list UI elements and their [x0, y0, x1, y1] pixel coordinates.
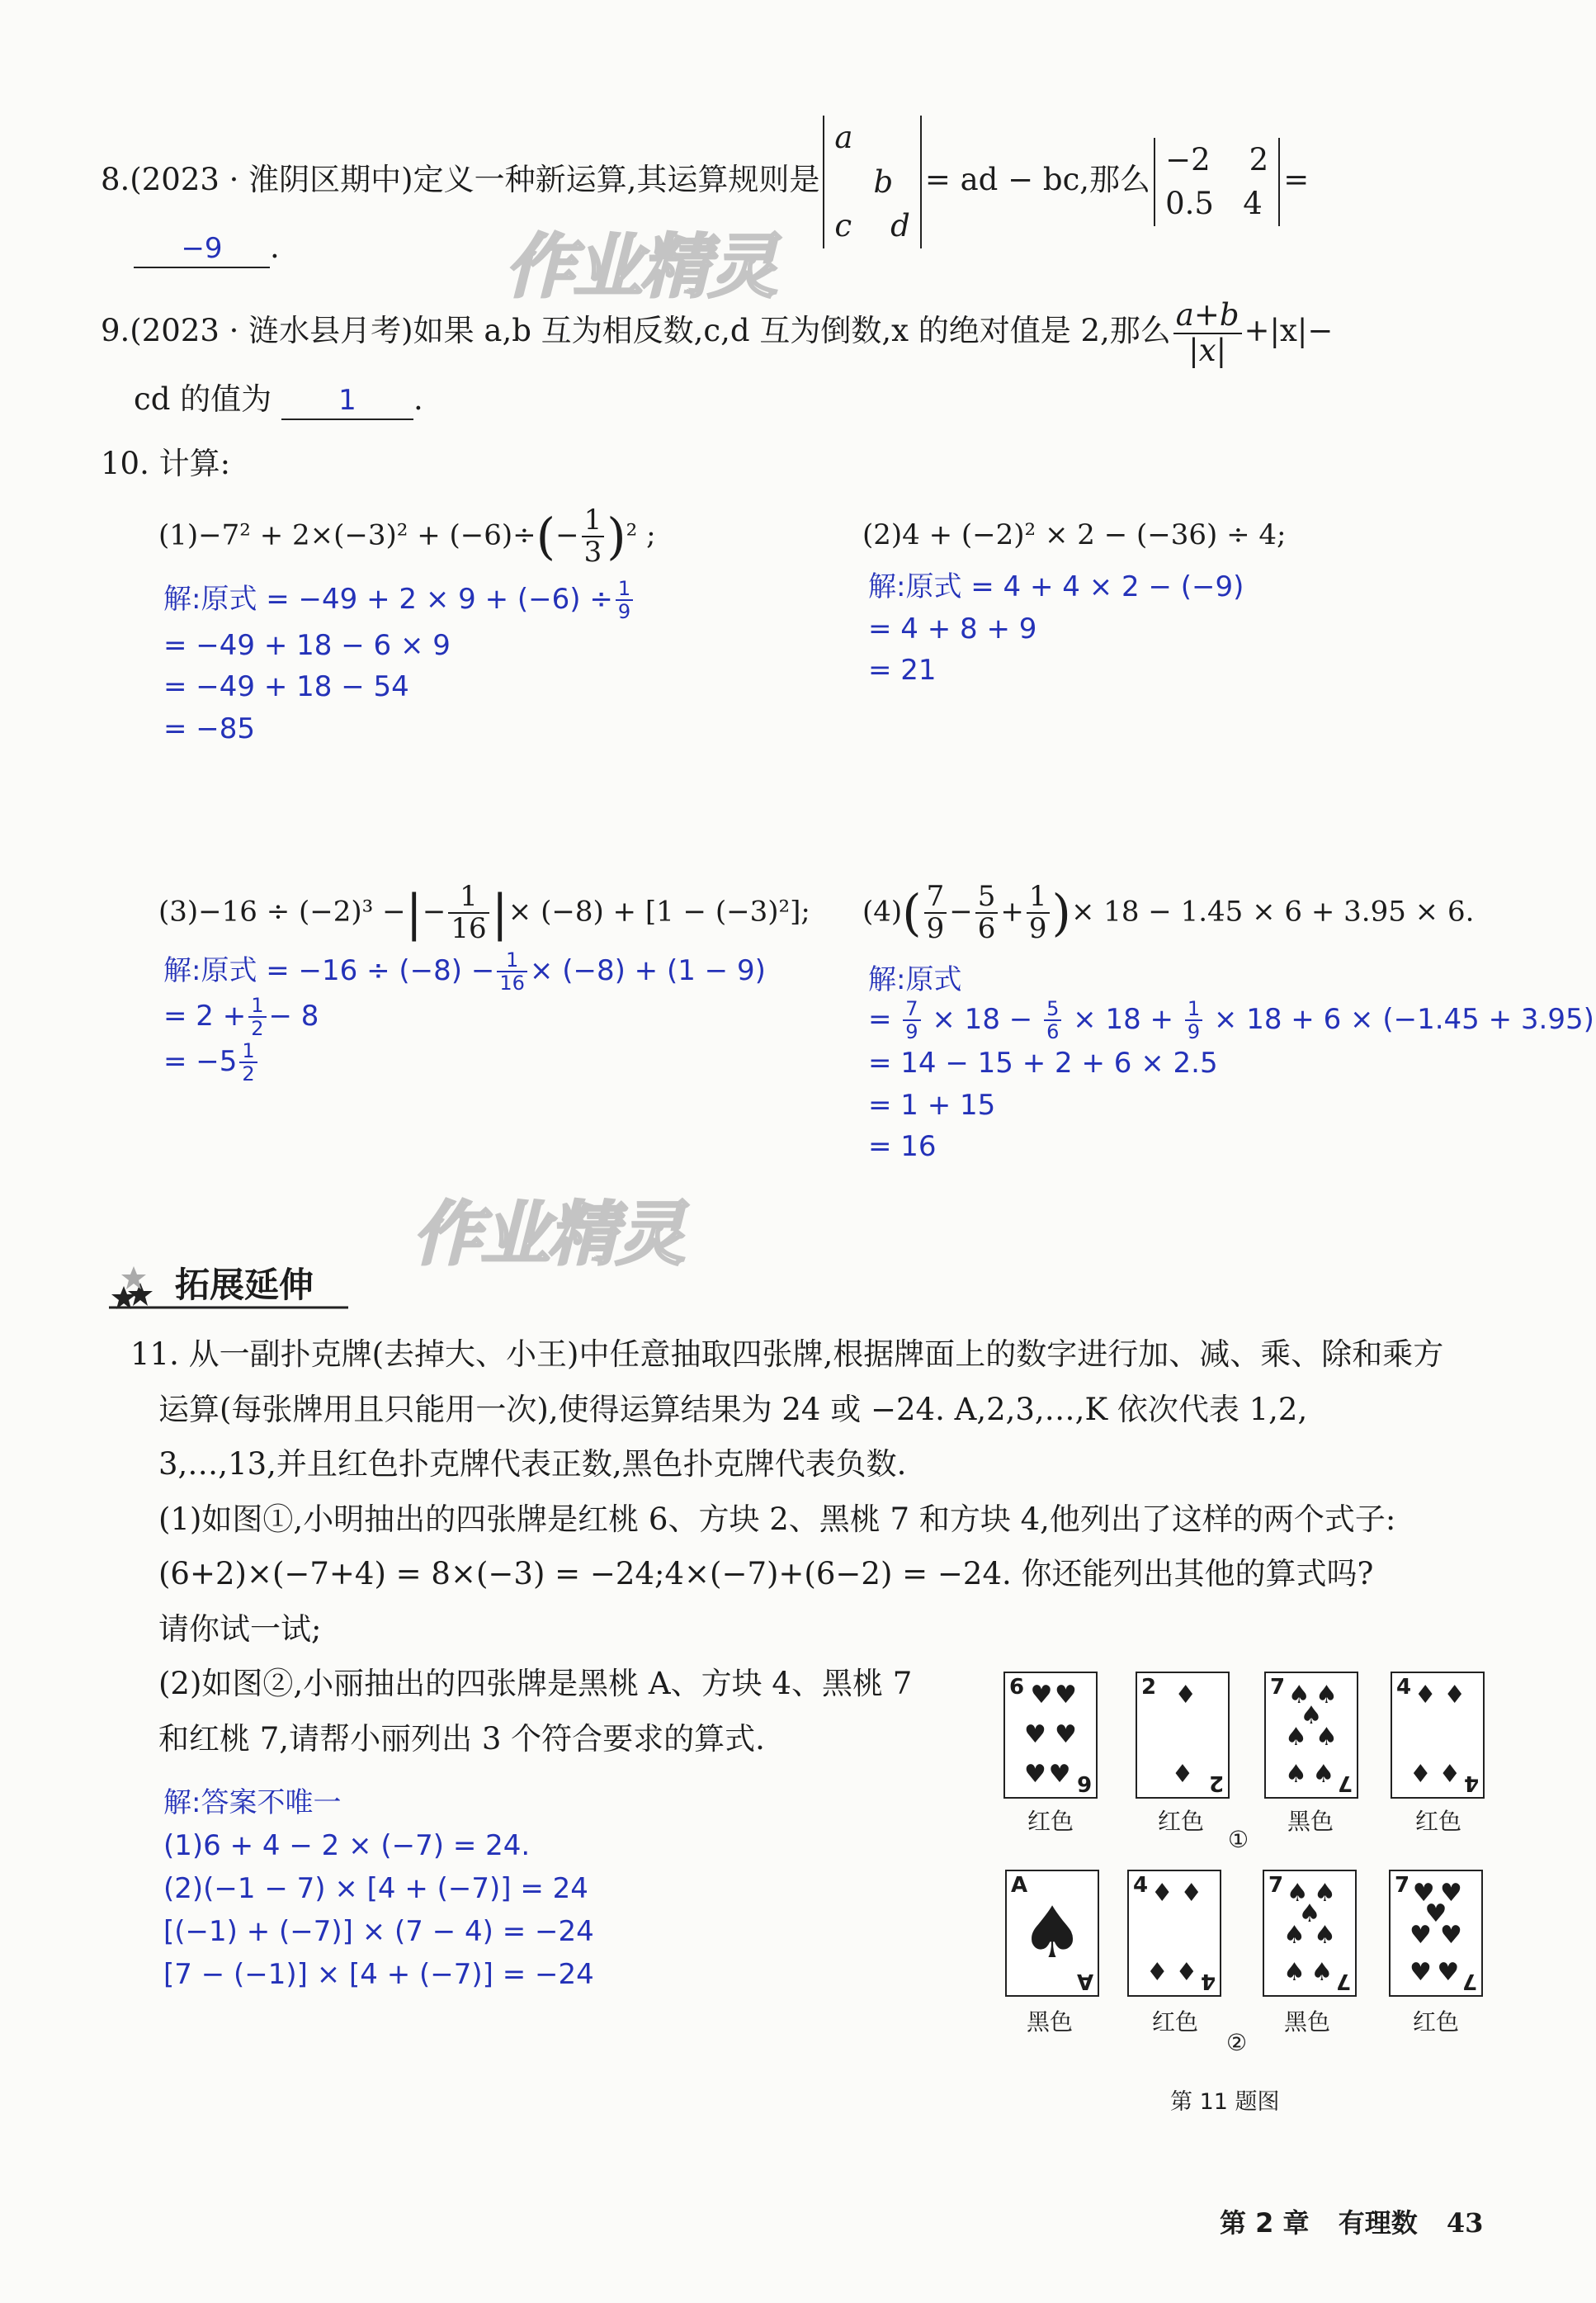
diamond-icon: ♦	[1438, 1759, 1461, 1789]
q10-part4: (4)( $\frac{7}{9}$ − $\frac{5}{6}$ + $\frac{1}{9}$ )× 18 − 1.45 × 6 + 3.95 × 6.	[862, 880, 1475, 946]
diamond-icon: ♦	[1145, 1957, 1169, 1987]
card-color-label: 黑色	[1027, 2008, 1074, 2036]
q9-answer: 1	[281, 383, 413, 420]
spade-icon: ♠	[1298, 1899, 1321, 1929]
diamond-icon: ♦	[1171, 1759, 1194, 1789]
q9-answer-line: cd 的值为 1 .	[134, 381, 423, 420]
spade-icon: ♠	[1283, 1920, 1306, 1950]
heart-icon: ♥	[1055, 1681, 1077, 1710]
spade-icon: ♠	[1285, 1759, 1307, 1789]
heart-icon: ♥	[1030, 1681, 1053, 1710]
card-diamond-2: 2 2 ♦ ♦	[1136, 1672, 1230, 1799]
heart-icon: ♥	[1424, 1899, 1447, 1929]
heart-icon: ♥	[1437, 1957, 1460, 1987]
q10-part4-answer: 解:原式 = $\frac{7}{9}$ × 18 − $\frac{5}{6}$ × 18 + $\frac{1}{9}$ × 18 + 6 × (−1.45 + 3.95) = 14 − 15 + 2 + 6 × 2.5 = 1 + 15 = 16	[868, 963, 1594, 1164]
card-heart-7: 7 7 ♥ ♥ ♥ ♥ ♥ ♥ ♥	[1389, 1870, 1483, 1997]
heart-icon: ♥	[1055, 1720, 1077, 1749]
determinant-abcd: a b c d	[823, 116, 921, 248]
card-color-label: 红色	[1415, 1808, 1462, 1835]
question-11: 11. 从一副扑克牌(去掉大、小王)中任意抽取四张牌,根据牌面上的数字进行加、减、乘、除和乘方 运算(每张牌用且只能用一次),使得运算结果为 24 或 −24. A,2,3,…,K 依次代表 1,2, 3,…,13,并且红色扑克牌代表正数,黑色扑克牌代表负数. (1)如图①,小明抽出的四张牌是红桃 6、方块 2、黑桃 7 和方块 4,他列出了这样的两个式子: (6+2)×(−7+4) = 8×(−3) = −24;4×(−7)+(6−2) = −24. 你还能列出其他的算式吗? 请你试一试; (2)如图②,小丽抽出的四张牌是黑桃 A、方块 4、黑桃 7 和红桃 7,请帮小丽列出 3 个符合要求的算式.	[130, 1336, 1444, 1757]
card-color-label: 红色	[1158, 1808, 1205, 1835]
spade-icon: ♠	[1312, 1759, 1335, 1789]
diamond-icon: ♦	[1180, 1879, 1203, 1908]
watermark: 作业精灵	[505, 226, 777, 307]
footer-title: 有理数	[1338, 2207, 1418, 2239]
diamond-icon: ♦	[1414, 1681, 1437, 1710]
q8-prefix: 8.(2023 · 淮阴区期中)定义一种新运算,其运算规则是	[101, 161, 820, 197]
spade-icon: ♠	[1283, 1957, 1306, 1987]
q10-part2: (2)4 + (−2)² × 2 − (−36) ÷ 4;	[862, 518, 1287, 551]
diamond-icon: ♦	[1175, 1957, 1198, 1987]
diamond-icon: ♦	[1150, 1879, 1173, 1908]
figure-caption: 第 11 题图	[1170, 2089, 1280, 2115]
q10-part2-answer: 解:原式 = 4 + 4 × 2 − (−9) = 4 + 8 + 9 = 21	[868, 570, 1244, 687]
spade-icon: ♠	[1315, 1681, 1338, 1710]
spade-icon: ♠	[1315, 1722, 1338, 1752]
spade-icon: ♠	[1285, 1722, 1307, 1752]
spade-icon: ♠	[1300, 1701, 1323, 1731]
q9-fraction: $\frac{a+b}{|x|}$	[1173, 299, 1242, 367]
diamond-icon: ♦	[1443, 1681, 1466, 1710]
spade-icon: ♠	[1314, 1879, 1336, 1908]
card-spade-7: 7 7 ♠ ♠ ♠ ♠ ♠ ♠ ♠	[1263, 1870, 1357, 1997]
question-10-title: 10. 计算:	[101, 446, 231, 481]
figure-label-1: ①	[1228, 1826, 1249, 1853]
q8-answer: −9	[134, 231, 270, 268]
diamond-icon: ♦	[1409, 1759, 1432, 1789]
diamond-icon: ♦	[1174, 1681, 1197, 1710]
q8-answer-line: −9 .	[134, 229, 280, 268]
q10-part3: (3)−16 ÷ (−2)³ −|− $\frac{1}{16}$ |× (−8) + [1 − (−3)²];	[158, 880, 810, 946]
card-color-label: 红色	[1413, 2008, 1460, 2036]
spade-icon: ♠	[1286, 1879, 1309, 1908]
section-title: 拓展延伸	[175, 1265, 314, 1305]
determinant-numbers: −2 2 0.5 4	[1154, 138, 1280, 226]
heart-icon: ♥	[1440, 1920, 1462, 1950]
page-number: 43	[1446, 2207, 1484, 2239]
heart-icon: ♥	[1409, 1920, 1432, 1950]
heart-icon: ♥	[1048, 1759, 1071, 1789]
spade-icon: ♠	[1287, 1681, 1310, 1710]
q10-part3-answer: 解:原式 = −16 ÷ (−8) − $\frac{1}{16}$ × (−8) + (1 − 9) = 2 + $\frac{1}{2}$ − 8 = −5 $\frac{1}{2}$	[163, 948, 766, 1085]
card-heart-6: 6 6 ♥ ♥ ♥ ♥ ♥ ♥	[1003, 1672, 1098, 1799]
question-9	[101, 299, 1333, 367]
q11-answer: 解:答案不唯一 (1)6 + 4 − 2 × (−7) = 24. (2)(−1 − 7) × [4 + (−7)] = 24 [(−1) + (−7)] × (7 − 4) = −24 [7 − (−1)] × [4 + (−7)] = −24	[163, 1786, 594, 1991]
q9-suffix: +|x|−	[1244, 313, 1334, 349]
spade-icon: ♠	[1314, 1920, 1336, 1950]
card-spade-ace: A A ♠	[1005, 1870, 1099, 1997]
q10-part1: (1)−7² + 2×(−3)² + (−6)÷(− $\frac{1}{3}$ )² ;	[158, 504, 656, 570]
question-8: 8.(2023 · 淮阴区期中)定义一种新运算,其运算规则是 a b c d = ad − bc,那么 −2 2 0.5 4 =	[101, 116, 1309, 248]
figure-label-2: ②	[1226, 2029, 1248, 2056]
section-header	[101, 1255, 365, 1316]
footer	[1220, 2202, 1483, 2240]
heart-icon: ♥	[1409, 1957, 1432, 1987]
footer-chapter: 第 2 章	[1220, 2207, 1310, 2239]
watermark: 作业精灵	[413, 1194, 684, 1274]
card-color-label: 红色	[1152, 2008, 1199, 2036]
card-color-label: 黑色	[1284, 2008, 1331, 2036]
card-spade-7: 7 7 ♠ ♠ ♠ ♠ ♠ ♠ ♠	[1264, 1672, 1358, 1799]
heart-icon: ♥	[1024, 1759, 1046, 1789]
heart-icon: ♥	[1412, 1879, 1435, 1908]
q10-part1-answer: 解:原式 = −49 + 2 × 9 + (−6) ÷ $\frac{1}{9}$ = −49 + 18 − 6 × 9 = −49 + 18 − 54 = −85	[163, 578, 635, 746]
heart-icon: ♥	[1024, 1720, 1046, 1749]
q8-rule: = ad − bc,那么	[924, 161, 1151, 197]
heart-icon: ♥	[1440, 1879, 1462, 1908]
card-color-label: 红色	[1027, 1808, 1074, 1835]
card-diamond-4: 4 4 ♦ ♦ ♦ ♦	[1391, 1672, 1485, 1799]
card-diamond-4: 4 4 ♦ ♦ ♦ ♦	[1127, 1870, 1221, 1997]
q9-prefix: 9.(2023 · 涟水县月考)如果 a,b 互为相反数,c,d 互为倒数,x 的绝对值是 2,那么	[101, 313, 1171, 349]
card-color-label: 黑色	[1287, 1808, 1334, 1835]
spade-icon: ♠	[1310, 1957, 1334, 1987]
spade-icon: ♠	[1020, 1892, 1084, 1974]
